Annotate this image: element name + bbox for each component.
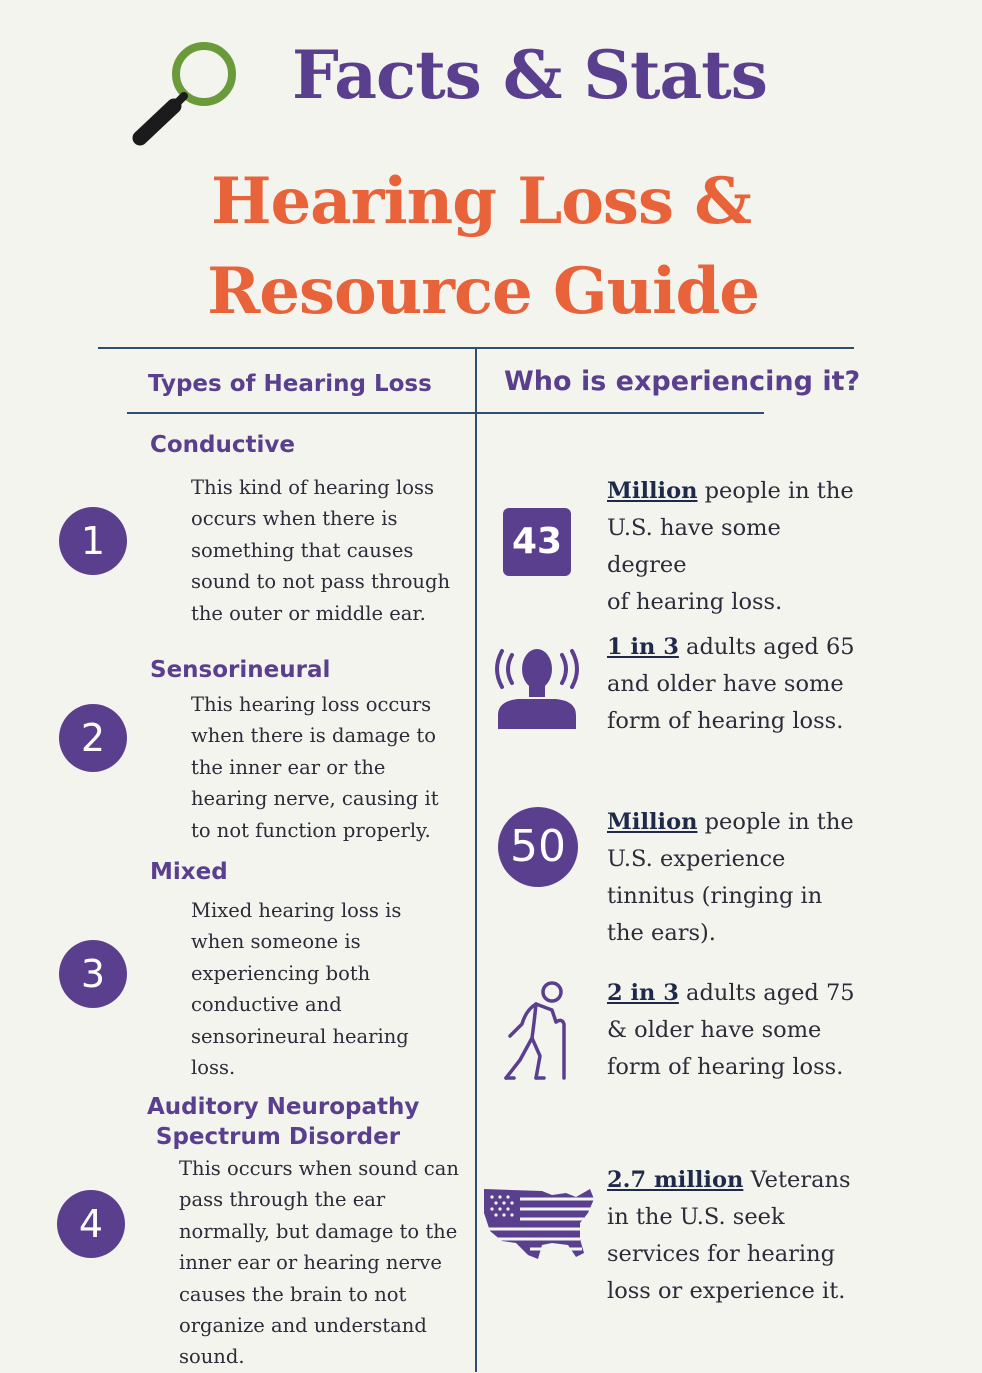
page-title: Facts & Stats [292, 36, 767, 114]
type-description: This occurs when sound can pass through the ear normally, but damage to the inner ear or hearing nerve causes the brain to not organize and understand sound. [179, 1157, 459, 1369]
stat-badge-50: 50 [498, 807, 578, 887]
subtitle-line-1: Hearing Loss & [210, 164, 752, 239]
number-badge: 1 [59, 507, 127, 575]
left-heading-underline [127, 412, 475, 414]
type-title-auditory-neuropathy: Auditory Neuropathy Spectrum Disorder [147, 1094, 420, 1150]
elderly-walking-icon [500, 980, 574, 1084]
who-heading: Who is experiencing it? [504, 366, 861, 397]
us-flag-map-icon [480, 1183, 596, 1263]
right-heading-underline [476, 412, 764, 414]
stat-text: 2 in 3 adults aged 75 & older have some form of hearing loss. [607, 980, 855, 1080]
magnifier-icon [130, 38, 242, 148]
person-hearing-icon [494, 645, 580, 731]
subtitle-line-2: Resource Guide [207, 254, 759, 329]
type-title-mixed: Mixed [150, 859, 228, 885]
type-title-conductive: Conductive [150, 432, 295, 458]
stat-text: Million people in the U.S. experience tinnitus (ringing in the ears). [607, 809, 854, 946]
type-description: This kind of hearing loss occurs when there is something that causes sound to not pass through the outer or middle ear. [191, 476, 451, 625]
column-divider [475, 347, 477, 1372]
number-badge: 3 [59, 940, 127, 1008]
types-heading: Types of Hearing Loss [148, 371, 432, 397]
number-badge: 2 [59, 704, 127, 772]
stat-text: 2.7 million Veterans in the U.S. seek services for hearing loss or experience it. [607, 1167, 851, 1304]
type-description: This hearing loss occurs when there is damage to the inner ear or the hearing nerve, causing it to not function properly. [191, 693, 439, 842]
stat-text: 1 in 3 adults aged 65 and older have some form of hearing loss. [607, 634, 855, 734]
stat-badge-43: 43 [503, 508, 571, 576]
type-description: Mixed hearing loss is when someone is experiencing both conductive and sensorineural hearing loss. [191, 899, 409, 1080]
type-title-sensorineural: Sensorineural [150, 657, 331, 683]
stat-text: Million people in the U.S. have some degree of hearing loss. [607, 478, 854, 615]
number-badge: 4 [57, 1190, 125, 1258]
